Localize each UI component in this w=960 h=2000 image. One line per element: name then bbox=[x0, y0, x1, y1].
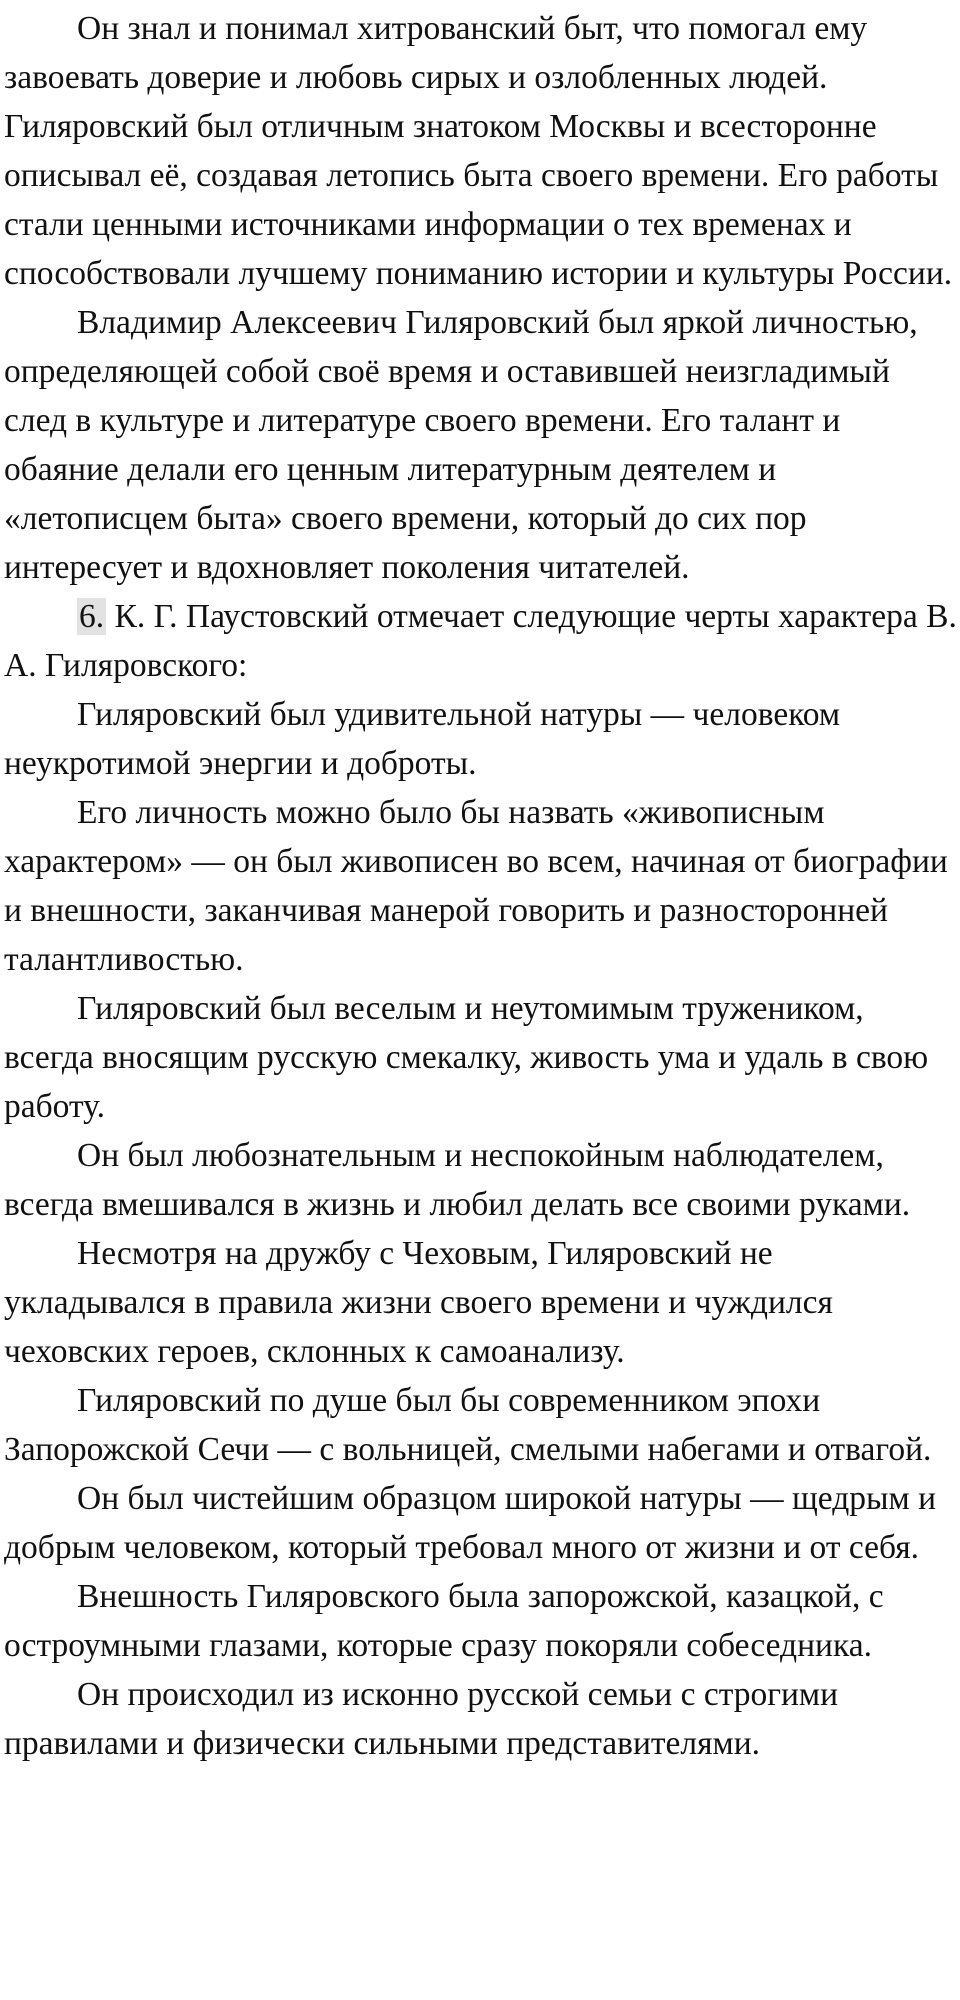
paragraph: Внешность Гиляровского была запорожской, казацкой, с остроумными глазами, которые сразу покоряли собеседника. bbox=[4, 1578, 884, 1664]
item-number: 6. bbox=[79, 598, 105, 635]
paragraph: Он был любознательным и неспокойным наблюдателем, всегда вмешивался в жизнь и любил делать все своими руками. bbox=[4, 1137, 911, 1223]
paragraph: Несмотря на дружбу с Чеховым, Гиляровский не укладывался в правила жизни своего времени и чуждился чеховских героев, склонных к самоанализу. bbox=[4, 1235, 833, 1370]
paragraph-text: К. Г. Паустовский отмечает следующие черты характера В. А. Гиляровского: bbox=[4, 598, 957, 684]
paragraph: Гиляровский по душе был бы современником эпохи Запорожской Сечи — с вольницей, смелыми набегами и отвагой. bbox=[4, 1382, 932, 1468]
paragraph: Владимир Алексеевич Гиляровский был яркой личностью, определяющей собой своё время и оставившей неизгладимый след в культуре и литературе своего времени. Его талант и обаяние делали его ценным литературным деятелем и «летописцем быта» своего времени, который до сих пор интересует и вдохновляет поколения читателей. bbox=[4, 304, 918, 586]
paragraph: Его личность можно было бы назвать «живописным характером» — он был живописен во всем, начиная от биографии и внешности, заканчивая манерой говорить и разносторонней талантливостью. bbox=[4, 794, 948, 978]
paragraph: Он был чистейшим образцом широкой натуры — щедрым и добрым человеком, который требовал много от жизни и от себя. bbox=[4, 1480, 937, 1566]
paragraph: Он происходил из исконно русской семьи с строгими правилами и физически сильными представителями. bbox=[4, 1676, 839, 1762]
paragraph: Гиляровский был веселым и неутомимым тружеником, всегда вносящим русскую смекалку, живость ума и удаль в свою работу. bbox=[4, 990, 929, 1125]
paragraph: Гиляровский был удивительной натуры — человеком неукротимой энергии и доброты. bbox=[4, 696, 841, 782]
paragraph: Он знал и понимал хитрованский быт, что помогал ему завоевать доверие и любовь сирых и озлобленных людей. Гиляровский был отличным знатоком Москвы и всесторонне описывал её, создавая летопись быта своего времени. Его работы стали ценными источниками информации о тех временах и способствовали лучшему пониманию истории и культуры России. bbox=[4, 10, 953, 292]
numbered-paragraph bbox=[4, 592, 958, 690]
